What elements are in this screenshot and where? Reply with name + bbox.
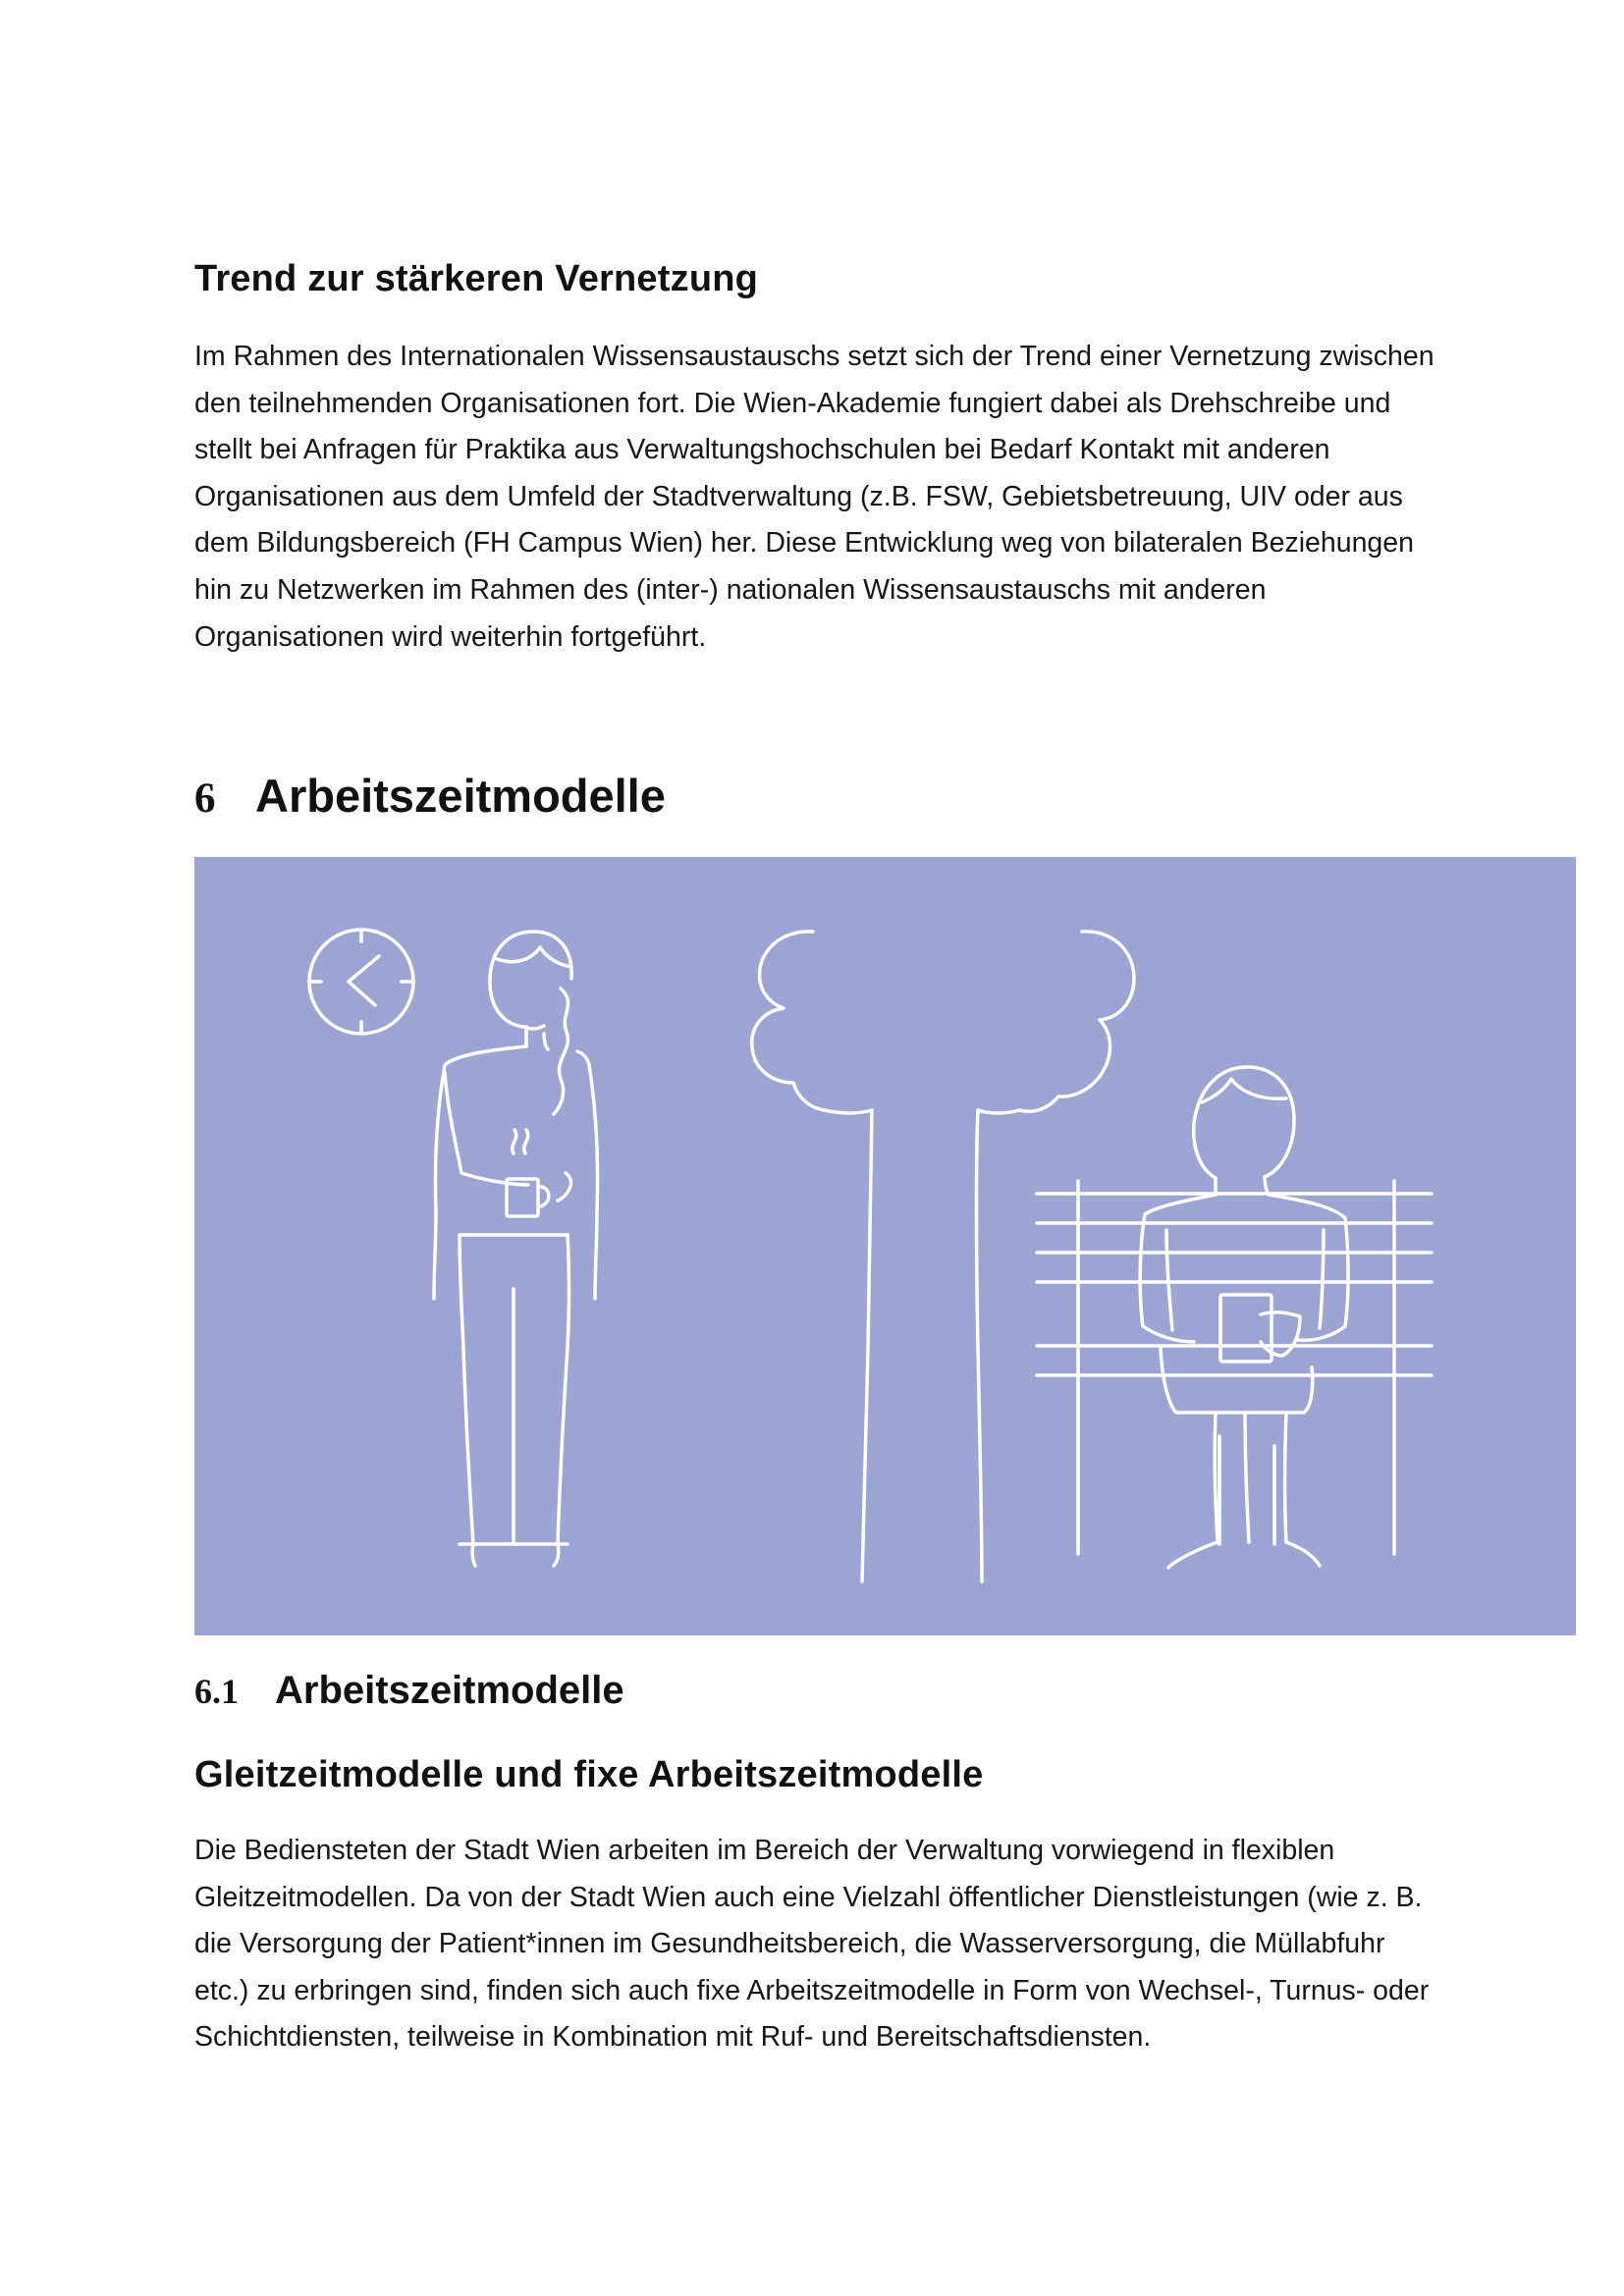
section-number: 6.1 [194, 1672, 239, 1711]
section-heading [194, 1669, 624, 1713]
chapter-title: Arbeitszeitmodelle [255, 770, 666, 822]
trend-heading: Trend zur stärkeren Vernetzung [194, 258, 759, 299]
wall-clock-icon [309, 930, 413, 1034]
chapter-heading [194, 769, 666, 823]
chapter-number: 6 [194, 775, 216, 822]
work-time-illustration [194, 857, 1576, 1635]
gleitzeit-heading: Gleitzeitmodelle und fixe Arbeitszeitmodelle [194, 1754, 984, 1795]
woman-with-cup-icon [434, 932, 598, 1566]
section-title: Arbeitszeitmodelle [275, 1669, 624, 1712]
bench-icon [1037, 1181, 1432, 1554]
man-reading-icon [1140, 1067, 1348, 1568]
trend-paragraph: Im Rahmen des Internationalen Wissensaustauschs setzt sich der Trend einer Vernetzung zwischen den teilnehmenden Organisationen fort. Die Wien-Akademie fungiert dabei als Drehschreibe und stellt bei Anfragen für Praktika aus Verwaltungshochschulen bei Bedarf Kontakt mit anderen Organisationen aus dem Umfeld der Stadtverwaltung (z.B. FSW, Gebietsbetreuung, UIV oder aus dem Bildungsbereich (FH Campus Wien) her. Diese Entwicklung weg von bilateralen Beziehungen hin zu Netzwerken im Rahmen des (inter-) nationalen Wissensaustauschs mit anderen Organisationen wird weiterhin fortgeführt. [194, 341, 1435, 653]
gleitzeit-paragraph: Die Bediensteten der Stadt Wien arbeiten im Bereich der Verwaltung vorwiegend in flexiblen Gleitzeitmodellen. Da von der Stadt Wien auch eine Vielzahl öffentlicher Dienstleistungen (wie z. B. die Versorgung der Patient*innen im Gesundheitsbereich, die Wasserversorgung, die Müllabfuhr etc.) zu erbringen sind, finden sich auch fixe Arbeitszeitmodelle in Form von Wechsel-, Turnus- oder Schichtdiensten, teilweise in Kombination mit Ruf- und Bereitschaftsdiensten. [194, 1835, 1430, 2054]
